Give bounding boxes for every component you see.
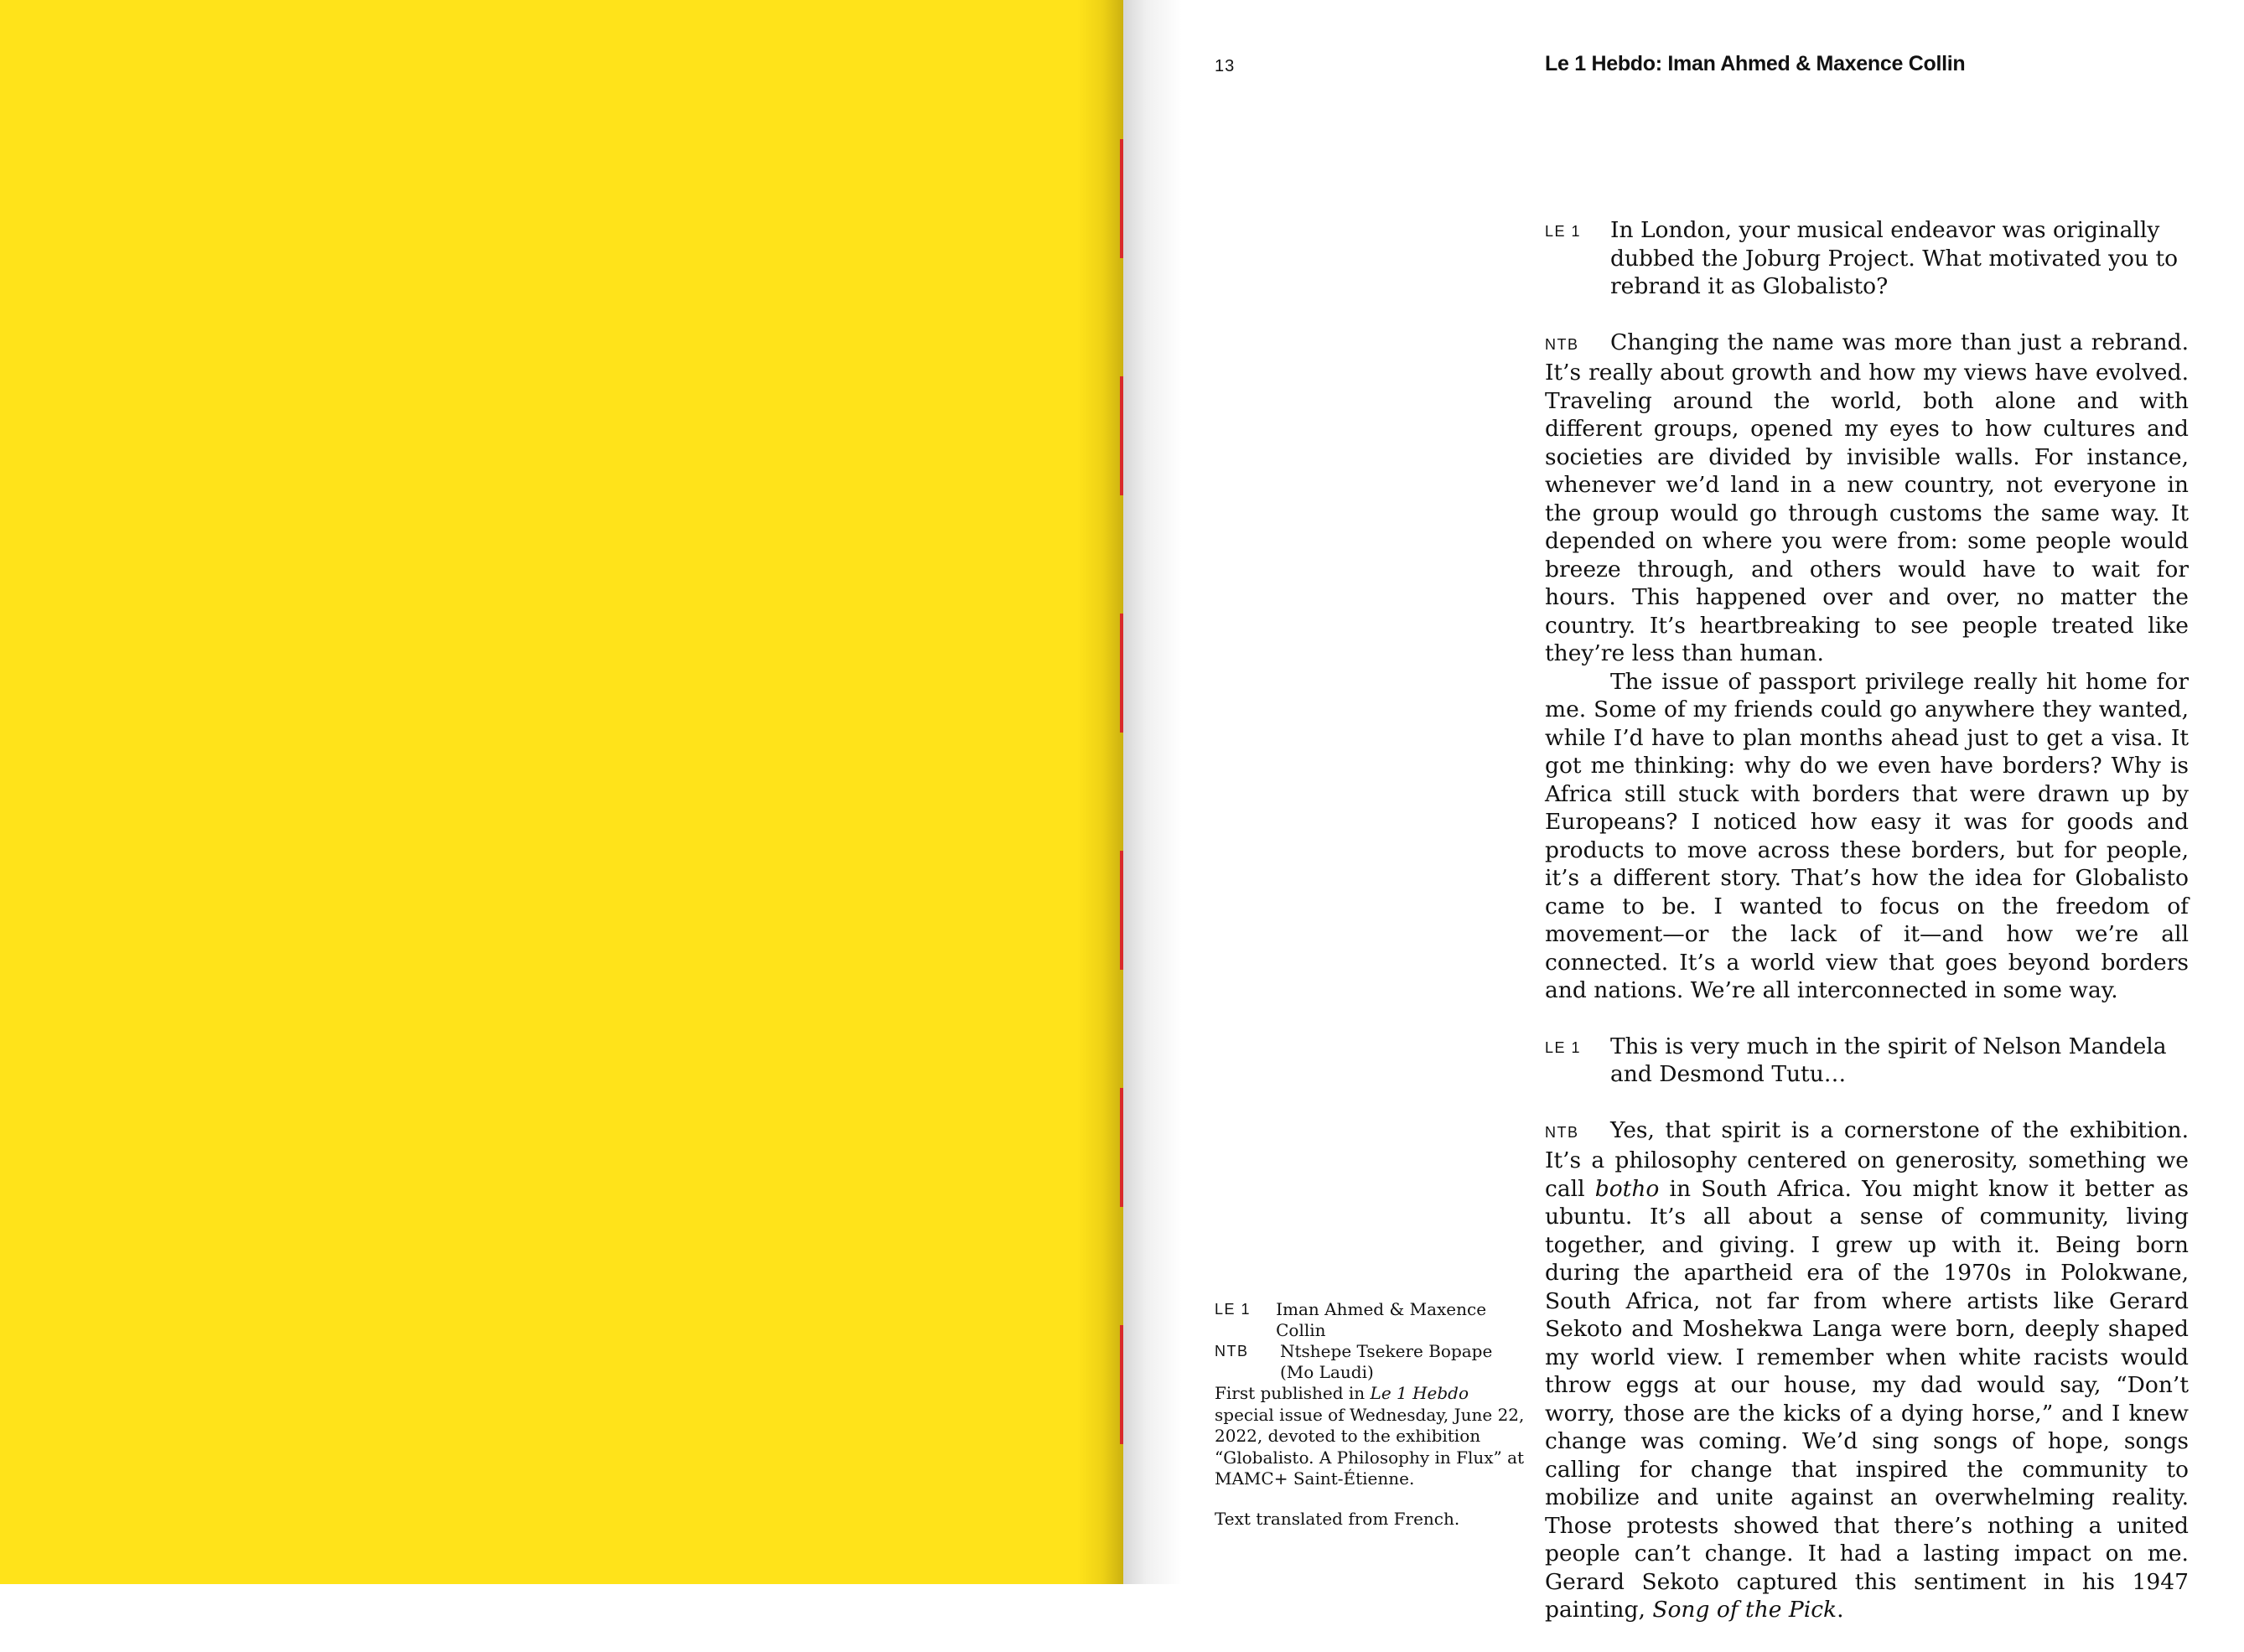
answer-paragraph: The issue of passport privilege really hit home for me. Some of my friends could go anywhere they wanted, while I’d have to plan months ahead just to get a visa. It got me thinking: why do we even have borders? Why is Africa still stuck with borders that were drawn up by Europeans? I noticed how easy it was for goods and products to move across these borders, but for people, it’s a different story. That’s how the idea for Globalisto came to be. I wanted to focus on the freedom of movement—or the lack of it—and how we’re all connected. It’s a world view that goes beyond borders and nations. We’re all interconnected in some way. <box>1545 668 2189 1003</box>
running-head: Le 1 Hebdo: Iman Ahmed & Maxence Collin <box>1545 52 1966 75</box>
left-page-yellow <box>0 0 1123 1584</box>
publication-note <box>1215 1383 1525 1490</box>
answer-paragraph <box>1545 1116 2189 1624</box>
speaker-label: LE 1 <box>1545 1038 1582 1056</box>
credit-label: NTB <box>1215 1343 1249 1359</box>
question-1 <box>1545 216 2189 301</box>
speaker-label: NTB <box>1545 335 1579 353</box>
answer-text: . <box>1837 1597 1844 1623</box>
credit-alias: (Mo Laudi) <box>1280 1362 1374 1382</box>
credit-row <box>1215 1362 1525 1383</box>
question-text: In London, your musical endeavor was originally dubbed the Joburg Project. What motivated you to rebrand it as Globalisto? <box>1610 217 2179 299</box>
credit-name: Ntshepe Tsekere Bopape <box>1280 1341 1493 1361</box>
interview-column <box>1545 216 2189 1652</box>
credit-spacer <box>1215 1362 1280 1383</box>
credit-name: Iman Ahmed & Maxence Collin <box>1276 1299 1487 1340</box>
answer-paragraph <box>1545 329 2189 668</box>
credits-block <box>1215 1299 1525 1383</box>
answer-text: Yes, that spirit is a cornerstone of the exhibition. It’s a philosophy centered on generosity, something we call <box>1545 1116 2189 1202</box>
answer-1 <box>1545 329 2189 1005</box>
question-2 <box>1545 1033 2189 1089</box>
translation-note: Text translated from French. <box>1215 1509 1460 1529</box>
page-number: 13 <box>1215 57 1236 75</box>
note-text: First published in <box>1215 1383 1371 1403</box>
publication-title: Le 1 Hebdo <box>1370 1383 1469 1403</box>
answer-2 <box>1545 1116 2189 1624</box>
note-text: special issue of Wednesday, June 22, 2022, devoted to the exhibition “Globalisto. A Philosophy in Flux” at MAMC+ Saint-Étienne. <box>1215 1404 1525 1489</box>
credit-row <box>1215 1299 1525 1341</box>
credit-row <box>1215 1341 1525 1362</box>
answer-text: Changing the name was more than just a rebrand. It’s really about growth and how my views have evolved. Traveling around the world, both alone and with different groups, opened my eyes to how cultures and societies are divided by invisible walls. For instance, whenever we’d land in a new country, not everyone in the group would go through customs the same way. It depended on where you were from: some people would breeze through, and others would have to wait for hours. This happened over and over, no matter the country. It’s heartbreaking to see people treated like they’re less than human. <box>1545 329 2189 666</box>
speaker-label: NTB <box>1545 1123 1579 1141</box>
credit-label: LE 1 <box>1215 1301 1252 1318</box>
question-text: This is very much in the spirit of Nelson Mandela and Desmond Tutu… <box>1610 1033 2167 1087</box>
answer-text: in South Africa. You might know it better as ubuntu. It’s all about a sense of community, living together, and giving. I grew up with it. Being born during the apartheid era of the 1970s in Polokwane, South Africa, not far from where artists like Gerard Sekoto and Moshekwa Langa were born, deeply shaped my world view. I remember when white racists would throw eggs at our house, my dad would say, “Don’t worry, those are the kicks of a dying horse,” and I knew change was coming. We’d sing songs of hope, songs calling for change that inspired the community to mobilize and unite against an overwhelming reality. Those protests showed that there’s nothing a united people can’t change. It had a lasting impact on me. Gerard Sekoto captured this sentiment in his 1947 painting, <box>1545 1175 2190 1623</box>
italic-term: botho <box>1594 1175 1660 1202</box>
painting-title: Song of the Pick <box>1652 1597 1837 1623</box>
fold-shadow-left <box>1077 0 1123 1584</box>
fold-shadow-right <box>1123 0 1182 1584</box>
speaker-label: LE 1 <box>1545 223 1582 240</box>
